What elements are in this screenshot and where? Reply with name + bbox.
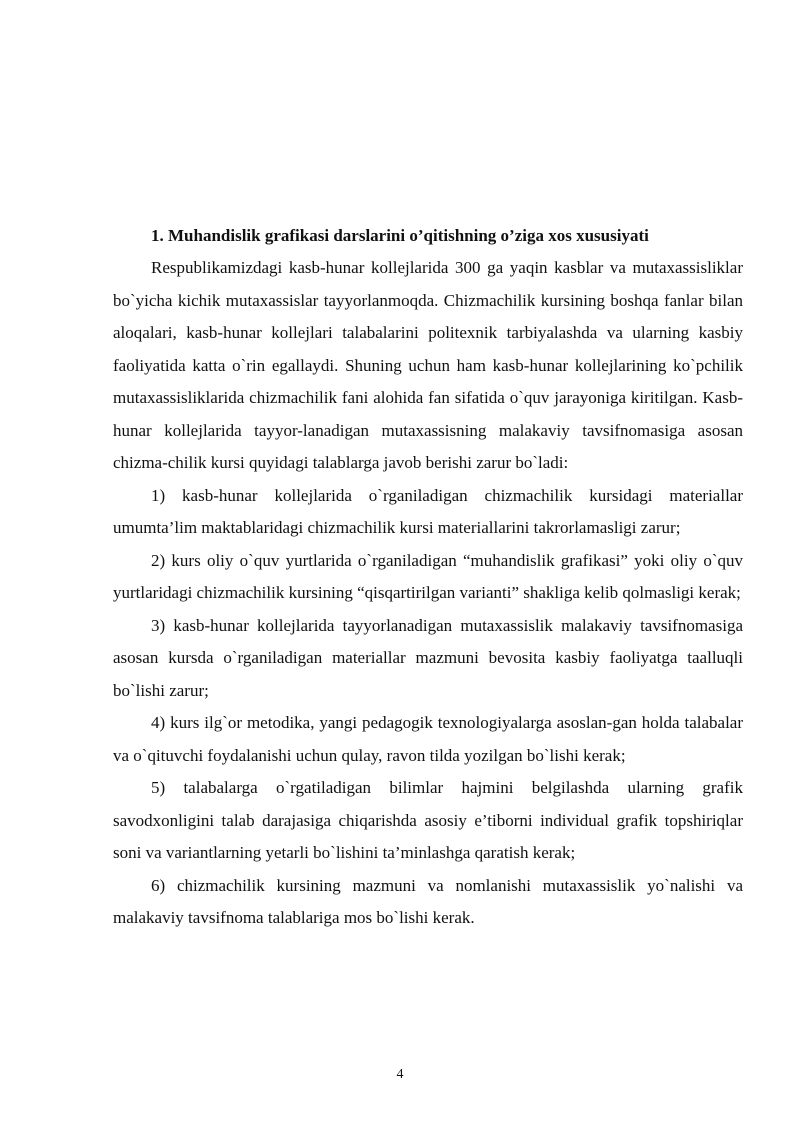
list-item-4: 4) kurs ilg`or metodika, yangi pedagogik texnologiyalarga asoslan-gan holda talabalar va o`qituvchi foydalanishi uchun qulay, ravon tilda yozilgan bo`lishi kerak;	[113, 713, 743, 765]
document-body	[113, 224, 743, 935]
list-item-3: 3) kasb-hunar kollejlarida tayyorlanadigan mutaxassislik malakaviy tavsifnomasiga asosan kursda o`rganiladigan materiallar mazmuni bevosita kasbiy faoliyatga taalluqli bo`lishi zarur;	[113, 615, 743, 700]
section-heading: 1. Muhandislik grafikasi darslarini o’qitishning o’ziga xos xususiyati	[151, 226, 649, 245]
list-item-2: 2) kurs oliy o`quv yurtlarida o`rganiladigan “muhandislik grafikasi” yoki oliy o`quv yurtlaridagi chizmachilik kursining “qisqartirilgan varianti” shakliga kelib qolmasligi kerak;	[113, 550, 743, 602]
page-number: 4	[396, 1067, 404, 1082]
paragraph-intro: Respublikamizdagi kasb-hunar kollejlarida 300 ga yaqin kasblar va mutaxassisliklar bo`yicha kichik mutaxassislar tayyorlanmoqda. Chizmachilik kursining boshqa fanlar bilan aloqalari, kasb-hunar kollejlari talabalarini politexnik tarbiyalashda va ularning kasbiy faoliyatida katta o`rin egallaydi. Shuning uchun ham kasb-hunar kollejlarining ko`pchilik mutaxassisliklarida chizmachilik fani alohida fan sifatida o`quv jarayoniga kiritilgan. Kasb-hunar kollejlarida tayyor-lanadigan mutaxassisning malakaviy tavsifnomasiga asosan chizma-chilik kursi quyidagi talablarga javob berishi zarur bo`ladi:	[113, 258, 743, 472]
list-item-1: 1) kasb-hunar kollejlarida o`rganiladigan chizmachilik kursidagi materiallar umumta’lim maktablaridagi chizmachilik kursi materiallarini takrorlamasligi zarur;	[113, 485, 743, 537]
list-item-5: 5) talabalarga o`rgatiladigan bilimlar hajmini belgilashda ularning grafik savodxonligini talab darajasiga chiqarishda asosiy e’tiborni individual grafik topshiriqlar soni va variantlarning yetarli bo`lishini ta’minlashga qaratish kerak;	[113, 778, 743, 862]
list-item-6: 6) chizmachilik kursining mazmuni va nomlanishi mutaxassislik yo`nalishi va malakaviy tavsifnoma talablariga mos bo`lishi kerak.	[113, 875, 743, 927]
